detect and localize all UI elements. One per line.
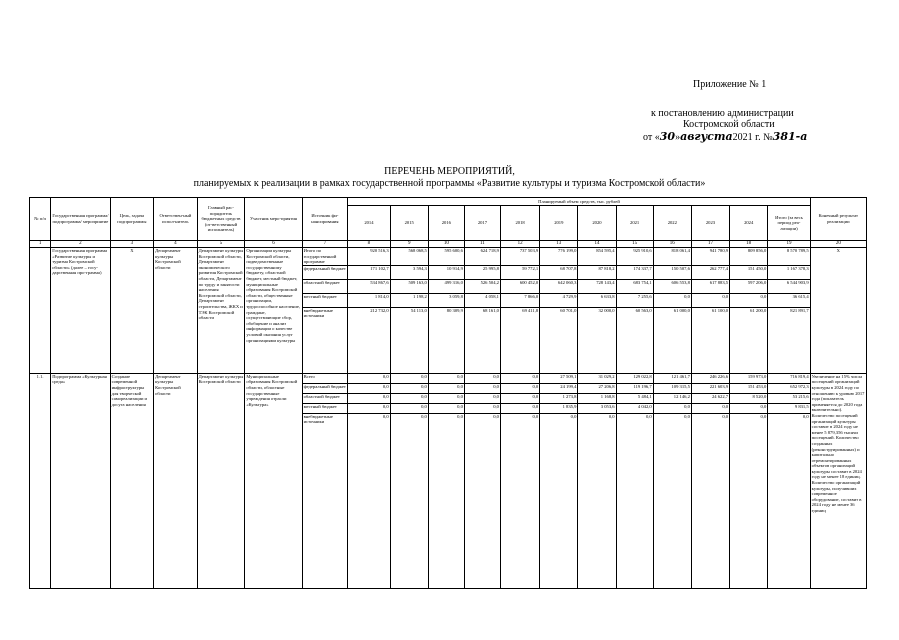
funding-value: 920 516,3 xyxy=(348,248,390,266)
funding-value: 597 206,0 xyxy=(730,279,768,293)
row-num xyxy=(30,248,51,374)
col-number: 16 xyxy=(653,241,691,248)
table-row xyxy=(30,248,867,266)
funding-value: 0,0 xyxy=(428,393,464,403)
col-number: 13 xyxy=(540,241,578,248)
funding-value: 818 061,4 xyxy=(653,248,691,266)
funding-source: Итого по государственной программе xyxy=(302,248,348,266)
funding-value: 0,0 xyxy=(691,403,729,413)
funding-value: 4 042,0 xyxy=(616,403,653,413)
funding-value: 0,0 xyxy=(730,293,768,307)
funding-value: 941 780,9 xyxy=(691,248,729,266)
funding-value: 0,0 xyxy=(730,413,768,588)
funding-value: 109 315,5 xyxy=(653,383,691,393)
funding-value: 0,0 xyxy=(653,413,691,588)
col-header-num: № п/п xyxy=(30,198,51,241)
funding-value: 0,0 xyxy=(428,413,464,588)
funding-value: 27 509,1 xyxy=(540,373,578,383)
funding-total: 36 615,4 xyxy=(768,293,810,307)
funding-value: 0,0 xyxy=(540,413,578,588)
year-header: 2014 xyxy=(348,206,390,241)
funding-value: 0,0 xyxy=(348,383,390,393)
col-header-result: Конечный результат реализации xyxy=(810,198,866,241)
funding-value: 8 520,0 xyxy=(730,393,768,403)
col-header-source: Источник фи-нансирования xyxy=(302,198,348,241)
funding-value: 25 995,8 xyxy=(464,265,500,279)
year-header: 2019 xyxy=(540,206,578,241)
funding-value: 0,0 xyxy=(578,413,616,588)
funding-value: 4 058,1 xyxy=(464,293,500,307)
col-number: 15 xyxy=(616,241,653,248)
funding-total: 9 831,5 xyxy=(768,403,810,413)
funding-total: 1 167 378,3 xyxy=(768,265,810,279)
row-num: 1.1. xyxy=(30,373,51,588)
funding-value: 0,0 xyxy=(464,373,500,383)
funding-value: 595 600,6 xyxy=(428,248,464,266)
funding-value: 0,0 xyxy=(390,413,428,588)
funding-value: 683 754,1 xyxy=(616,279,653,293)
col-number: 7 xyxy=(302,241,348,248)
funding-value: 1 835,9 xyxy=(540,403,578,413)
funding-value: 87 818,2 xyxy=(578,265,616,279)
date-prefix: от « xyxy=(643,132,660,143)
funding-value: 151 453,0 xyxy=(730,383,768,393)
funding-value: 60 701,0 xyxy=(540,307,578,373)
year-header: 2022 xyxy=(653,206,691,241)
funding-value: 809 856,0 xyxy=(730,248,768,266)
date-month: августа xyxy=(680,130,733,143)
funding-source: внебюджетные источники xyxy=(302,413,348,588)
funding-value: 1 273,8 xyxy=(540,393,578,403)
funding-value: 129 022,8 xyxy=(616,373,653,383)
funding-value: 0,0 xyxy=(500,373,539,383)
funding-value: 0,0 xyxy=(500,383,539,393)
funding-value: 59 772,1 xyxy=(500,265,539,279)
col-number: 1 xyxy=(30,241,51,248)
measures-table xyxy=(29,197,867,589)
program-executor: Департамент культуры Костромской области xyxy=(154,248,197,374)
funding-value: 171 102,7 xyxy=(348,265,390,279)
decree-date-number xyxy=(643,130,807,144)
funding-value: 12 146,2 xyxy=(653,393,691,403)
funding-value: 0,0 xyxy=(428,383,464,393)
funding-value: 534 867,6 xyxy=(348,279,390,293)
col-number: 10 xyxy=(428,241,464,248)
funding-value: 68 707,8 xyxy=(540,265,578,279)
document-subtitle: планируемых к реализации в рамках государственной программы «Развитие культуры и туризма Костромской области» xyxy=(193,178,706,189)
funding-value: 0,0 xyxy=(464,403,500,413)
funding-source: областной бюджет xyxy=(302,279,348,293)
col-number: 11 xyxy=(464,241,500,248)
funding-value: 119 196,7 xyxy=(616,383,653,393)
table-row xyxy=(30,373,867,383)
funding-value: 0,0 xyxy=(691,413,729,588)
funding-value: 3 594,3 xyxy=(390,265,428,279)
funding-value: 0,0 xyxy=(730,403,768,413)
funding-value: 7 866,0 xyxy=(500,293,539,307)
funding-value: 854 595,4 xyxy=(578,248,616,266)
funding-value: 642 060,3 xyxy=(540,279,578,293)
col-number: 8 xyxy=(348,241,390,248)
date-year: 2021 г. № xyxy=(732,132,773,143)
funding-value: 1 198,2 xyxy=(390,293,428,307)
col-header-manager: Главный рас-порядитель бюджетных средств (от-ветственный исполнитель) xyxy=(197,198,245,241)
funding-value: 617 883,5 xyxy=(691,279,729,293)
col-number: 14 xyxy=(578,241,616,248)
funding-value: 4 729,9 xyxy=(540,293,578,307)
funding-value: 0,0 xyxy=(500,393,539,403)
funding-value: 262 777,4 xyxy=(691,265,729,279)
col-number: 5 xyxy=(197,241,245,248)
funding-value: 0,0 xyxy=(390,403,428,413)
year-header: 2024 xyxy=(730,206,768,241)
program-goal: Создание современной инфраструктуры для творческой самореализации и досуга населения xyxy=(110,373,153,588)
date-mid: » xyxy=(675,132,681,143)
funding-value: 80 309,9 xyxy=(428,307,464,373)
year-header: 2017 xyxy=(464,206,500,241)
funding-value: 1 814,0 xyxy=(348,293,390,307)
funding-value: 0,0 xyxy=(348,393,390,403)
funding-value: 568 068,5 xyxy=(390,248,428,266)
funding-value: 31 029,2 xyxy=(578,373,616,383)
funding-value: 600 452,0 xyxy=(500,279,539,293)
col-number: 4 xyxy=(154,241,197,248)
funding-total: 53 215,6 xyxy=(768,393,810,403)
funding-value: 0,0 xyxy=(464,383,500,393)
funding-value: 121 461,7 xyxy=(653,373,691,383)
funding-total: 652 972,3 xyxy=(768,383,810,393)
funding-value: 69 411,8 xyxy=(500,307,539,373)
col-header-name: Государственная программа/ подпрограмма/ мероприятие xyxy=(51,198,110,241)
col-number: 9 xyxy=(390,241,428,248)
program-participant: Муниципальные образования Костромской области, областные государственные учреждения отрасли «Культура» xyxy=(245,373,302,588)
funding-value: 0,0 xyxy=(428,373,464,383)
program-goal: X xyxy=(110,248,153,374)
funding-value: 151 450,0 xyxy=(730,265,768,279)
funding-value: 0,0 xyxy=(653,293,691,307)
col-number: 19 xyxy=(768,241,810,248)
funding-total: 0,0 xyxy=(768,413,810,588)
funding-value: 246 226,6 xyxy=(691,373,729,383)
year-header: 2021 xyxy=(616,206,653,241)
funding-value: 150 507,6 xyxy=(653,265,691,279)
funding-value: 10 914,9 xyxy=(428,265,464,279)
funding-value: 0,0 xyxy=(464,413,500,588)
funding-value: 27 206,8 xyxy=(578,383,616,393)
decree-number: 381-а xyxy=(772,130,808,143)
date-day: 30 xyxy=(659,130,676,143)
funding-value: 174 337,7 xyxy=(616,265,653,279)
funding-value: 0,0 xyxy=(653,403,691,413)
year-header: 2018 xyxy=(500,206,539,241)
funding-source: федеральный бюджет xyxy=(302,383,348,393)
col-number: 17 xyxy=(691,241,729,248)
funding-value: 728 143,4 xyxy=(578,279,616,293)
funding-value: 0,0 xyxy=(348,413,390,588)
funding-source: Всего xyxy=(302,373,348,383)
funding-value: 7 255,6 xyxy=(616,293,653,307)
decree-line-2: Костромской области xyxy=(683,119,775,130)
funding-total: 821 891,7 xyxy=(768,307,810,373)
funding-value: 3 059,8 xyxy=(428,293,464,307)
funding-value: 61 200,0 xyxy=(730,307,768,373)
funding-total: 716 819,4 xyxy=(768,373,810,383)
program-executor: Департамент культуры Костромской области xyxy=(154,373,197,588)
year-header: 2016 xyxy=(428,206,464,241)
col-number: 2 xyxy=(51,241,110,248)
funding-value: 54 113,0 xyxy=(390,307,428,373)
funding-source: местный бюджет xyxy=(302,403,348,413)
program-name: Подпрограмма «Культурная среда» xyxy=(51,373,110,588)
program-name: Государственная программа «Развитие культуры и туризма Костромской области» (далее – госу-дарственная про-грамма) xyxy=(51,248,110,374)
funding-value: 606 553,8 xyxy=(653,279,691,293)
col-header-executor: Ответствен-ный испол-нитель xyxy=(154,198,197,241)
funding-value: 0,0 xyxy=(428,403,464,413)
funding-source: федеральный бюджет xyxy=(302,265,348,279)
funding-value: 0,0 xyxy=(464,393,500,403)
program-manager: Департамент культуры Костромской области xyxy=(197,373,245,588)
year-header: 2020 xyxy=(578,206,616,241)
funding-value: 509 163,0 xyxy=(390,279,428,293)
col-number: 20 xyxy=(810,241,866,248)
col-header-goal: Цель, задача подпрограммы xyxy=(110,198,153,241)
program-participant: Организации культуры Костромской области, подведомственные государственному бюджету, областной бюджет, местный бюджет, муниципальные образования Костромской области, общественные организации, трудоспособное население, граждане, осуществляющие сбор, обобщение и анализ информации о качестве условий оказания услуг организациями культуры xyxy=(245,248,302,374)
funding-value: 737 503,9 xyxy=(500,248,539,266)
funding-value: 32 000,0 xyxy=(578,307,616,373)
col-header-planned: Планируемый объем средств, тыс. рублей xyxy=(348,198,810,206)
funding-value: 776 199,0 xyxy=(540,248,578,266)
funding-value: 61 000,0 xyxy=(653,307,691,373)
document-title: ПЕРЕЧЕНЬ МЕРОПРИЯТИЙ, xyxy=(384,166,515,177)
funding-value: 3 053,6 xyxy=(578,403,616,413)
funding-value: 0,0 xyxy=(691,293,729,307)
col-number: 12 xyxy=(500,241,539,248)
final-result: Увеличение на 15% числа посещений организаций культуры в 2024 году по отношению к уровню 2017 года (показатель применяется до 2020 года включительно). Количество посещений организаций культуры составит в 2024 году не менее 5 879,356 тысячи посещений. Количество созданных (реконструированных) и капитально отремонтированных объектов организаций культуры составит в 2024 году не менее 18 единиц. Количество организаций культуры, получивших современное оборудование, составит в 2024 году не менее 36 единиц xyxy=(810,373,866,588)
funding-value: 221 603,9 xyxy=(691,383,729,393)
funding-value: 925 910,6 xyxy=(616,248,653,266)
funding-value: 61 100,0 xyxy=(691,307,729,373)
funding-value: 499 316,0 xyxy=(428,279,464,293)
funding-value: 0,0 xyxy=(348,373,390,383)
funding-value: 0,0 xyxy=(390,393,428,403)
program-manager: Департамент культуры Костромской области, Департамент экономического развития Костромской области, Департамент по труду и занятости населения Костромской области, Департамент строительства, ЖКХ и ТЭК Костромской области xyxy=(197,248,245,374)
funding-value: 24 199,4 xyxy=(540,383,578,393)
col-header-total: Итого (за весь период реа-лизации) xyxy=(768,206,810,241)
funding-value: 60 563,0 xyxy=(616,307,653,373)
col-number: 6 xyxy=(245,241,302,248)
funding-value: 624 718,9 xyxy=(464,248,500,266)
funding-value: 0,0 xyxy=(500,403,539,413)
funding-value: 0,0 xyxy=(500,413,539,588)
decree-line-1: к постановлению администрации xyxy=(651,108,794,119)
funding-value: 6 633,8 xyxy=(578,293,616,307)
funding-total: 6 544 903,9 xyxy=(768,279,810,293)
final-result: X xyxy=(810,248,866,374)
funding-source: внебюджетные источники xyxy=(302,307,348,373)
funding-value: 68 161,0 xyxy=(464,307,500,373)
appendix-label: Приложение № 1 xyxy=(693,79,767,90)
funding-value: 0,0 xyxy=(348,403,390,413)
funding-value: 0,0 xyxy=(390,373,428,383)
funding-total: 8 570 789,5 xyxy=(768,248,810,266)
funding-value: 212 732,0 xyxy=(348,307,390,373)
funding-value: 0,0 xyxy=(390,383,428,393)
funding-source: областной бюджет xyxy=(302,393,348,403)
year-header: 2023 xyxy=(691,206,729,241)
year-header: 2015 xyxy=(390,206,428,241)
funding-value: 1 168,8 xyxy=(578,393,616,403)
funding-value: 0,0 xyxy=(616,413,653,588)
funding-value: 159 973,0 xyxy=(730,373,768,383)
funding-value: 526 504,2 xyxy=(464,279,500,293)
funding-value: 24 622,7 xyxy=(691,393,729,403)
funding-source: местный бюджет xyxy=(302,293,348,307)
col-header-participant: Участник меро-приятия xyxy=(245,198,302,241)
col-number: 18 xyxy=(730,241,768,248)
col-number: 3 xyxy=(110,241,153,248)
funding-value: 5 484,1 xyxy=(616,393,653,403)
